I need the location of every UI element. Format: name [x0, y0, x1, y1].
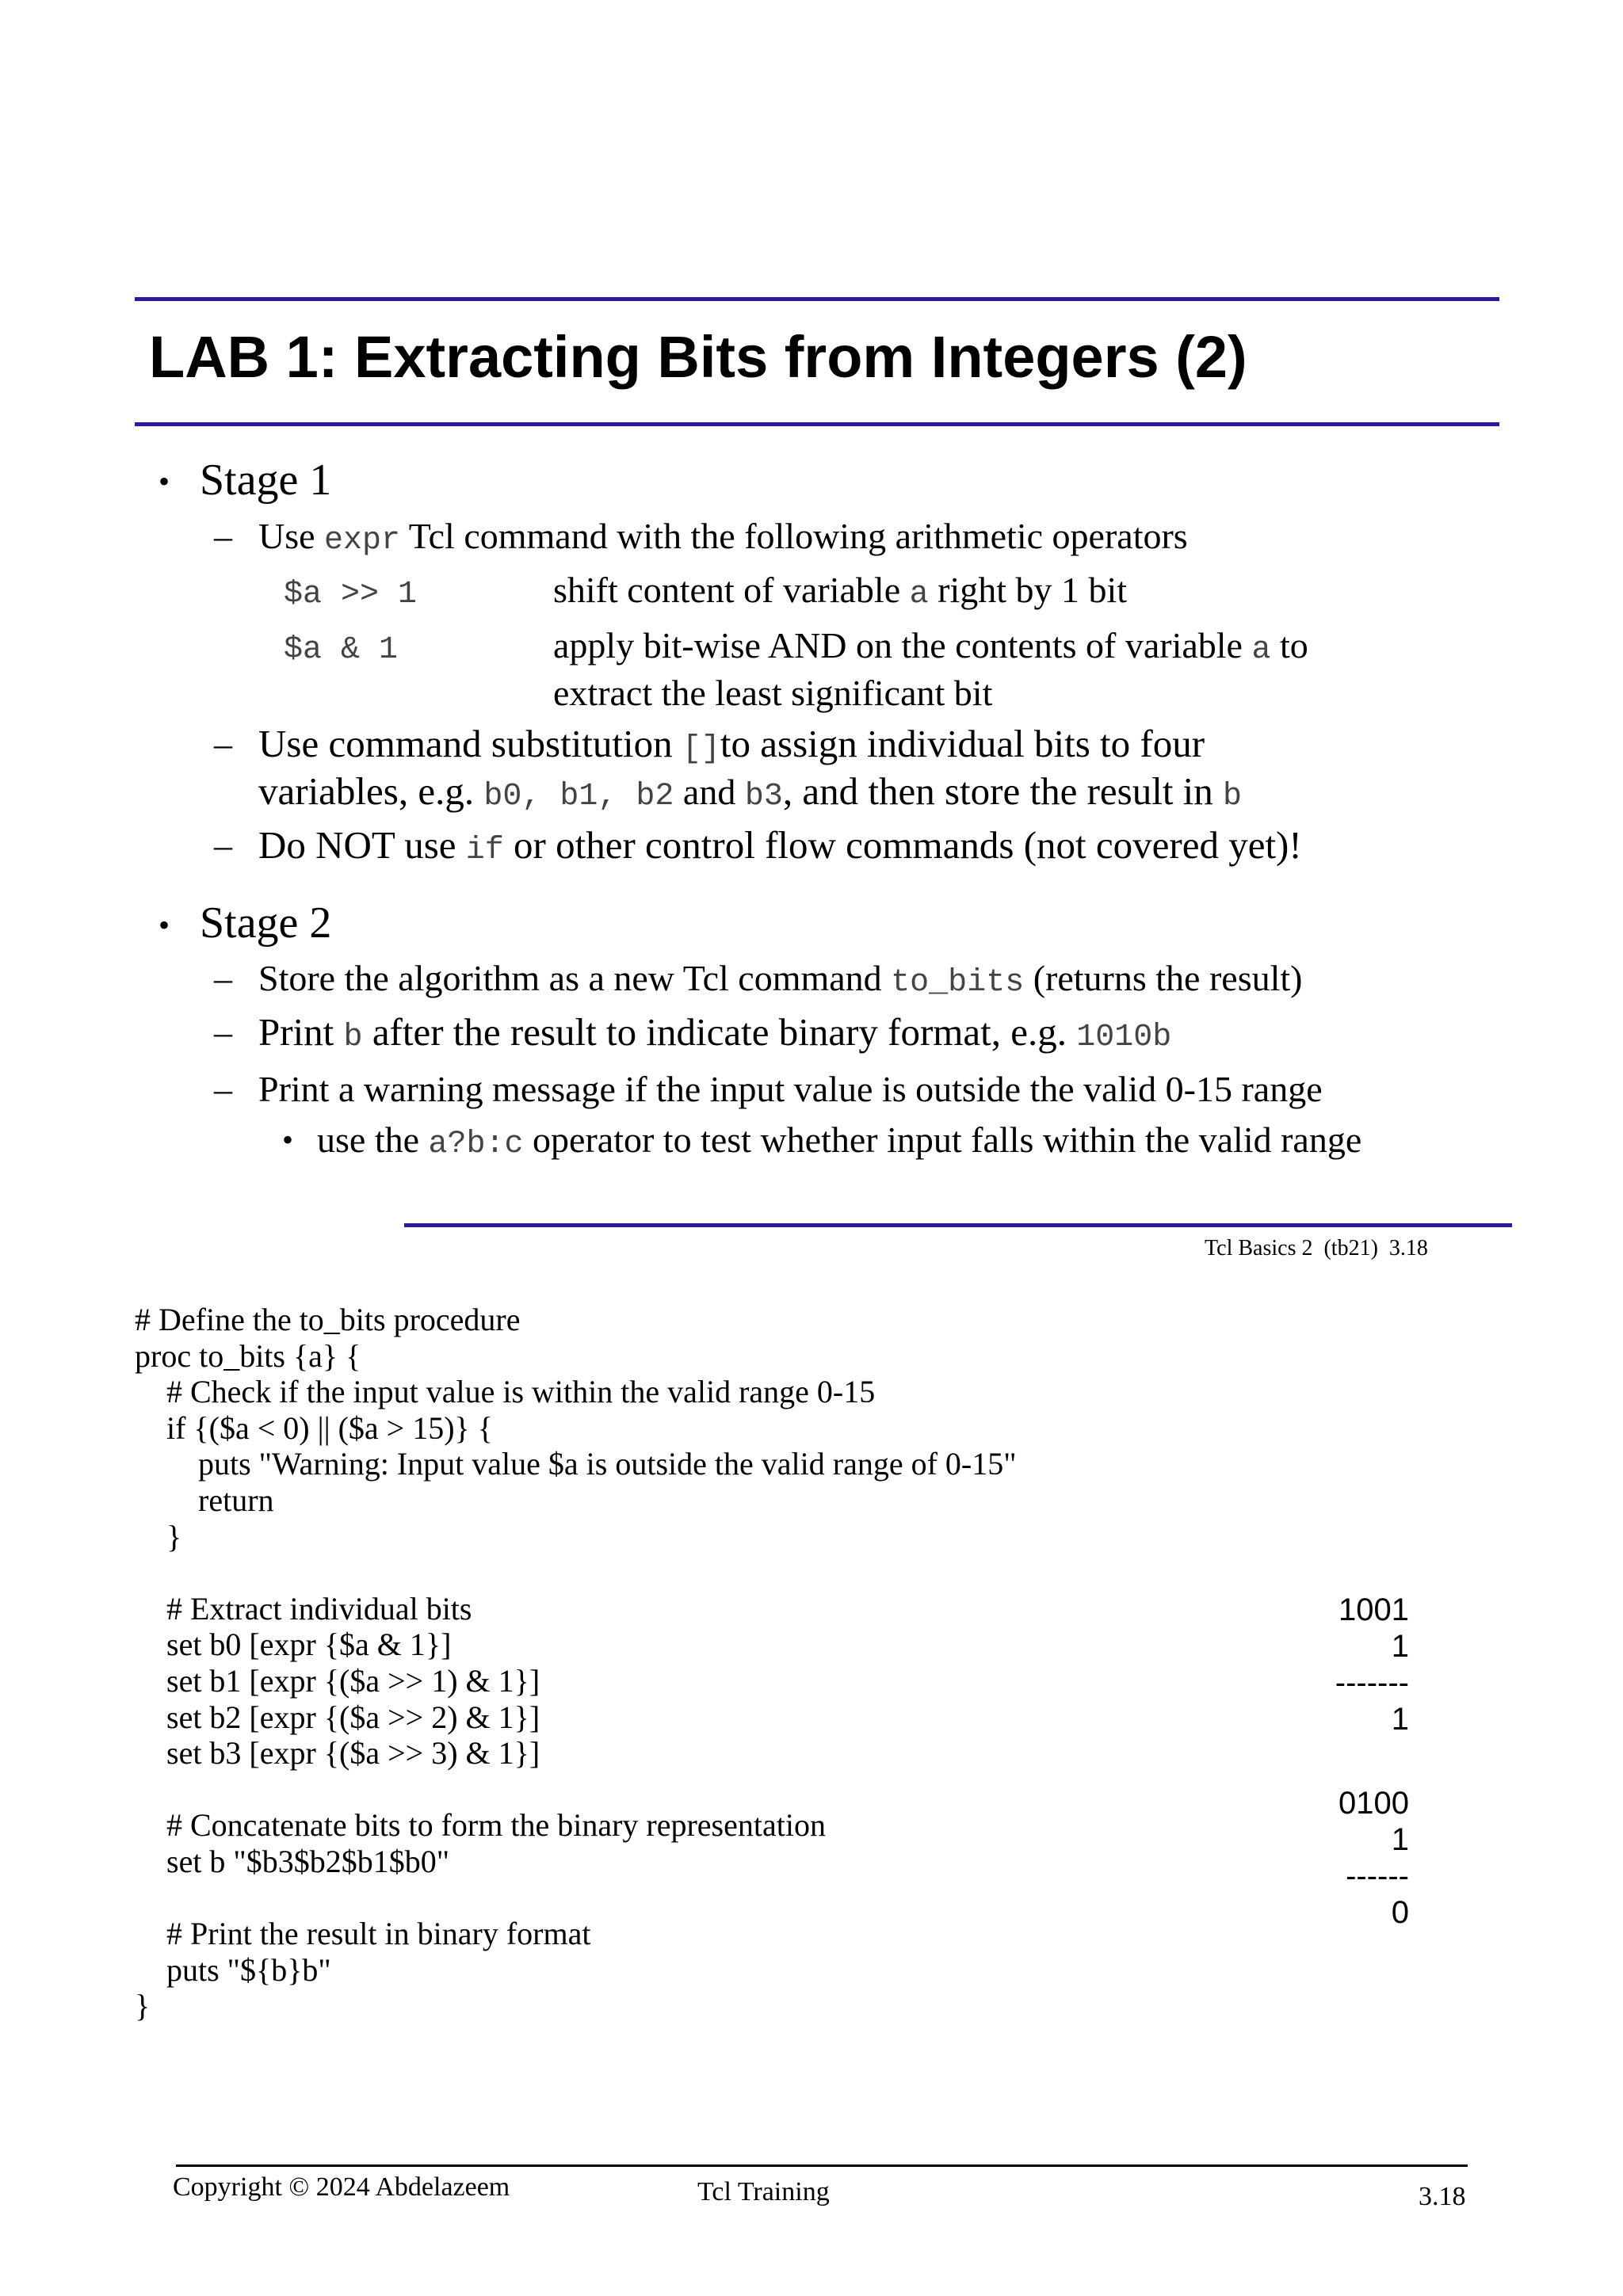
- slide-footer-rule: [404, 1223, 1512, 1227]
- code-line: # Print the result in binary format: [135, 1916, 591, 1952]
- sub-bullet: •: [282, 1122, 294, 1158]
- dash-s2-2: –: [214, 1012, 232, 1052]
- code-if: if: [465, 833, 504, 868]
- text: Store the algorithm as a new Tcl command: [258, 958, 892, 998]
- text: Do NOT use: [258, 823, 466, 867]
- text: to: [1270, 625, 1308, 666]
- calc-line: 1: [1391, 1702, 1409, 1737]
- code-line: }: [135, 1988, 151, 2024]
- dash-s1-2: –: [214, 723, 232, 764]
- op2-desc-line2: extract the least significant bit: [553, 673, 993, 713]
- slide-footer-label: Tcl Basics 2 (tb21) 3.18: [1205, 1236, 1428, 1261]
- text: shift content of variable: [553, 570, 910, 610]
- code-line: set b0 [expr {$a & 1}]: [135, 1627, 452, 1663]
- code-line: set b "$b3$b2$b1$b0": [135, 1844, 450, 1879]
- stage1-item1: [258, 513, 1188, 561]
- bullet-stage2: •: [158, 907, 170, 943]
- code-line: set b3 [expr {($a >> 3) & 1}]: [135, 1735, 540, 1772]
- calc-line: 0100: [1338, 1786, 1409, 1821]
- dash-s2-3: –: [214, 1069, 232, 1109]
- calc-line: -------: [1335, 1665, 1409, 1700]
- dash-s2-1: –: [214, 958, 232, 998]
- stage2-subitem: [317, 1117, 1361, 1165]
- op2-desc: [553, 623, 1308, 670]
- code-a: a: [909, 577, 929, 612]
- code-b: b: [343, 1020, 363, 1055]
- text: apply bit-wise AND on the contents of variable: [553, 625, 1252, 666]
- code-line: if {($a < 0) || ($a > 15)} {: [135, 1409, 493, 1446]
- dash-s1-3: –: [214, 825, 232, 865]
- calc-line: 1001: [1338, 1592, 1409, 1627]
- dash-s1-1: –: [214, 516, 232, 556]
- text: and: [674, 772, 745, 812]
- calc-line: 1: [1391, 1629, 1409, 1664]
- code-line: set b1 [expr {($a >> 1) & 1}]: [135, 1663, 540, 1699]
- code-bits: b0, b1, b2: [483, 779, 674, 814]
- title-rule-bottom: [135, 422, 1499, 426]
- code-line: puts "${b}b": [135, 1951, 331, 1988]
- text: or other control flow commands (not covered yet)!: [503, 823, 1302, 867]
- code-line: puts "Warning: Input value $a is outside the valid range of 0-15": [135, 1446, 1017, 1482]
- code-line: }: [135, 1518, 182, 1554]
- code-line: set b2 [expr {($a >> 2) & 1}]: [135, 1699, 540, 1735]
- stage1-item2: [258, 719, 1205, 769]
- footer-copyright: Copyright © 2024 Abdelazeem: [173, 2172, 510, 2202]
- code-brackets: []: [682, 731, 720, 767]
- bullet-stage1: •: [158, 463, 170, 499]
- stage2-item1: [258, 955, 1302, 1003]
- code-expr: expr: [324, 523, 401, 559]
- code-to-bits: to_bits: [891, 965, 1025, 1001]
- text: Use: [258, 516, 325, 556]
- code-line: # Check if the input value is within the valid range 0-15: [135, 1374, 876, 1410]
- text: (returns the result): [1024, 958, 1303, 998]
- code-line: # Concatenate bits to form the binary representation: [135, 1807, 826, 1844]
- text: operator to test whether input falls within the valid range: [523, 1119, 1362, 1160]
- stage1-heading: Stage 1: [200, 456, 332, 505]
- stage2-item3: Print a warning message if the input value is outside the valid 0-15 range: [258, 1069, 1323, 1109]
- calc-line: 0: [1391, 1895, 1409, 1930]
- text: to assign individual bits to four: [720, 722, 1205, 765]
- text: after the result to indicate binary format, e.g.: [362, 1010, 1077, 1054]
- code-example: 1010b: [1076, 1020, 1172, 1055]
- title-rule-top: [135, 297, 1499, 301]
- text: right by 1 bit: [928, 570, 1128, 610]
- op2-code: $a & 1: [284, 632, 399, 668]
- code-line: # Extract individual bits: [135, 1590, 472, 1627]
- calc-line: ------: [1346, 1859, 1409, 1894]
- footer-center: Tcl Training: [697, 2177, 830, 2206]
- op1-desc: [553, 567, 1127, 615]
- text: Print: [258, 1010, 344, 1054]
- calc-line: 1: [1391, 1822, 1409, 1857]
- text: variables, e.g.: [258, 769, 484, 813]
- slide-title: LAB 1: Extracting Bits from Integers (2): [149, 324, 1247, 390]
- stage2-heading: Stage 2: [200, 898, 332, 948]
- text: Use command substitution: [258, 722, 682, 765]
- op1-code: $a >> 1: [284, 577, 418, 612]
- text: , and then store the result in: [782, 769, 1224, 813]
- code-line: proc to_bits {a} {: [135, 1337, 361, 1374]
- code-a: a: [1251, 632, 1271, 668]
- code-line: return: [135, 1482, 274, 1518]
- text: Tcl command with the following arithmetic operators: [400, 516, 1188, 556]
- stage2-item2: [258, 1008, 1171, 1058]
- code-ternary: a?b:c: [428, 1127, 524, 1162]
- stage1-item2-line2: [258, 767, 1242, 817]
- code-line: # Define the to_bits procedure: [135, 1302, 521, 1337]
- stage1-item3: [258, 821, 1302, 871]
- footer-page-number: 3.18: [1419, 2182, 1466, 2211]
- code-b3: b3: [744, 779, 783, 814]
- text: use the: [317, 1119, 429, 1160]
- code-b: b: [1223, 779, 1243, 814]
- page-footer-rule: [176, 2164, 1468, 2167]
